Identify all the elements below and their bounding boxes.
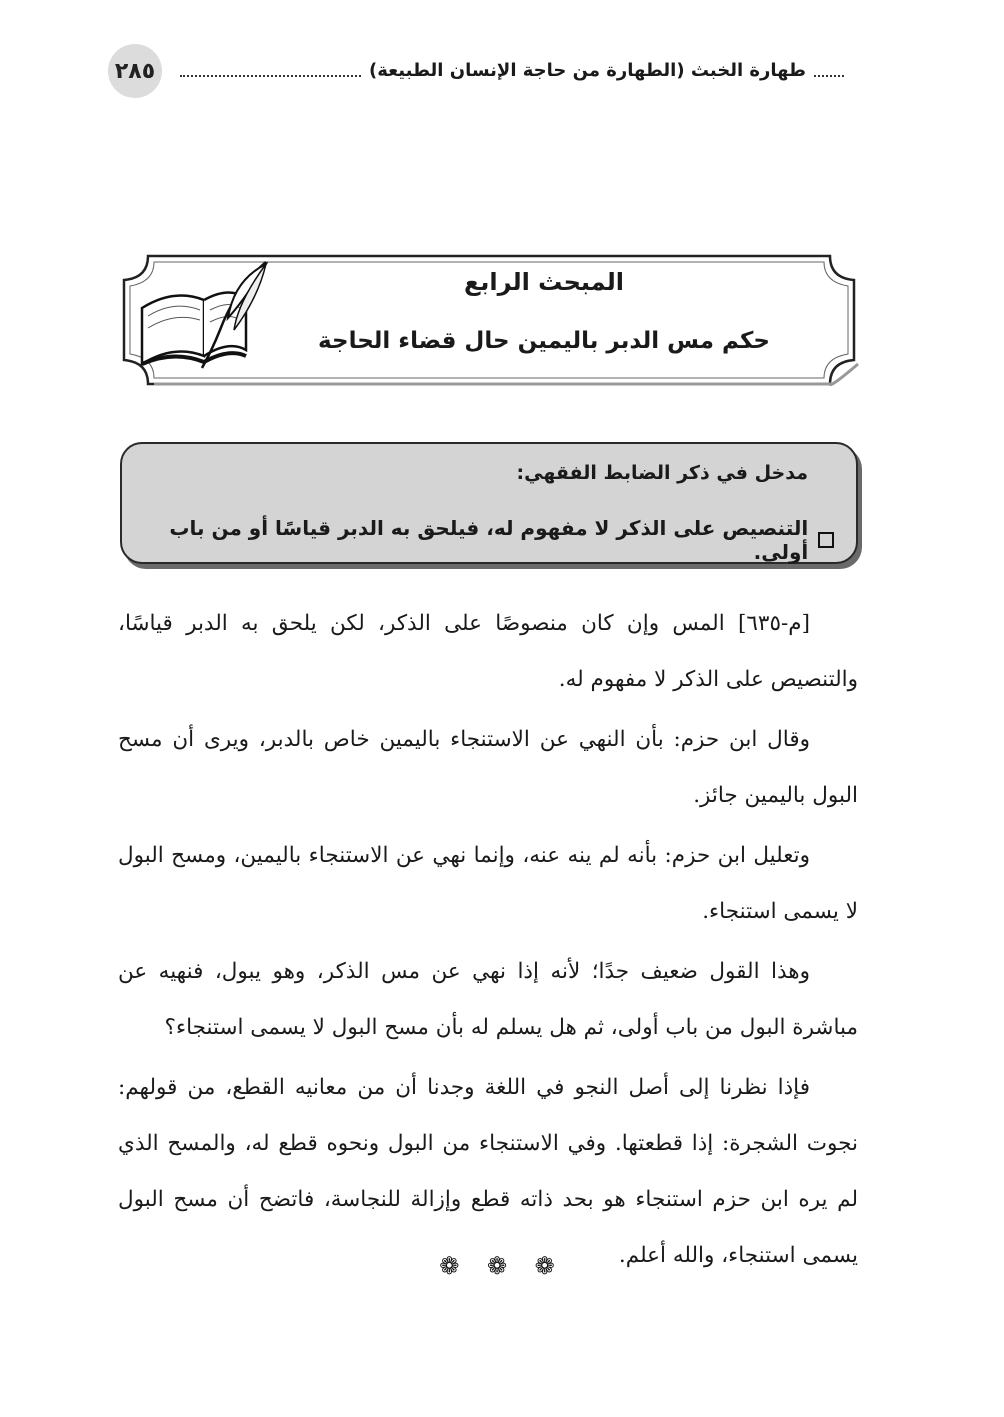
- chapter-subtitle: حكم مس الدبر باليمين حال قضاء الحاجة: [318, 328, 770, 354]
- book-quill-icon: [134, 258, 274, 373]
- body-text: [118, 596, 858, 1284]
- chapter-title: المبحث الرابع: [464, 268, 624, 296]
- chapter-heading-frame: [118, 250, 860, 390]
- paragraph: فإذا نظرنا إلى أصل النجو في اللغة وجدنا أن من معانيه القطع، من قولهم: نجوت الشجرة: إذا قطعتها. وفي الاستنجاء من البول ونحوه قطع له، والمسح الذي لم يره ابن حزم استنجاء هو بحد ذاته قطع وإزالة للنجاسة، فاتضح أن مسح البول يسمى استنجاء، والله أعلم.: [118, 1075, 858, 1268]
- intro-box: [120, 442, 858, 564]
- paragraph: وتعليل ابن حزم: بأنه لم ينه عنه، وإنما نهي عن الاستنجاء باليمين، ومسح البول لا يسمى استنجاء.: [118, 843, 858, 924]
- leader-dots: [814, 75, 844, 77]
- paragraph: وهذا القول ضعيف جدًا؛ لأنه إذا نهي عن مس الذكر، وهو يبول، فنهيه عن مباشرة البول من باب أولى، ثم هل يسلم له بأن مسح البول لا يسمى استنجاء؟: [118, 959, 858, 1040]
- section-separator: ❁ ❁ ❁: [439, 1252, 565, 1280]
- running-title: طهارة الخبث (الطهارة من حاجة الإنسان الطبيعة): [368, 59, 806, 81]
- checkbox-icon: [818, 532, 834, 548]
- intro-rule: [122, 516, 834, 564]
- intro-rule-text: التنصيص على الذكر لا مفهوم له، فيلحق به الدبر قياسًا أو من باب أولى.: [169, 516, 809, 564]
- running-header: [172, 52, 844, 88]
- page-number: ٢٨٥: [108, 44, 162, 98]
- paragraph: [م-٦٣٥] المس وإن كان منصوصًا على الذكر، لكن يلحق به الدبر قياسًا، والتنصيص على الذكر لا مفهوم له.: [118, 611, 858, 692]
- paragraph: وقال ابن حزم: بأن النهي عن الاستنجاء باليمين خاص بالدبر، ويرى أن مسح البول باليمين جائز.: [118, 727, 858, 808]
- leader-dots: [180, 75, 361, 77]
- intro-heading: مدخل في ذكر الضابط الفقهي:: [516, 462, 808, 484]
